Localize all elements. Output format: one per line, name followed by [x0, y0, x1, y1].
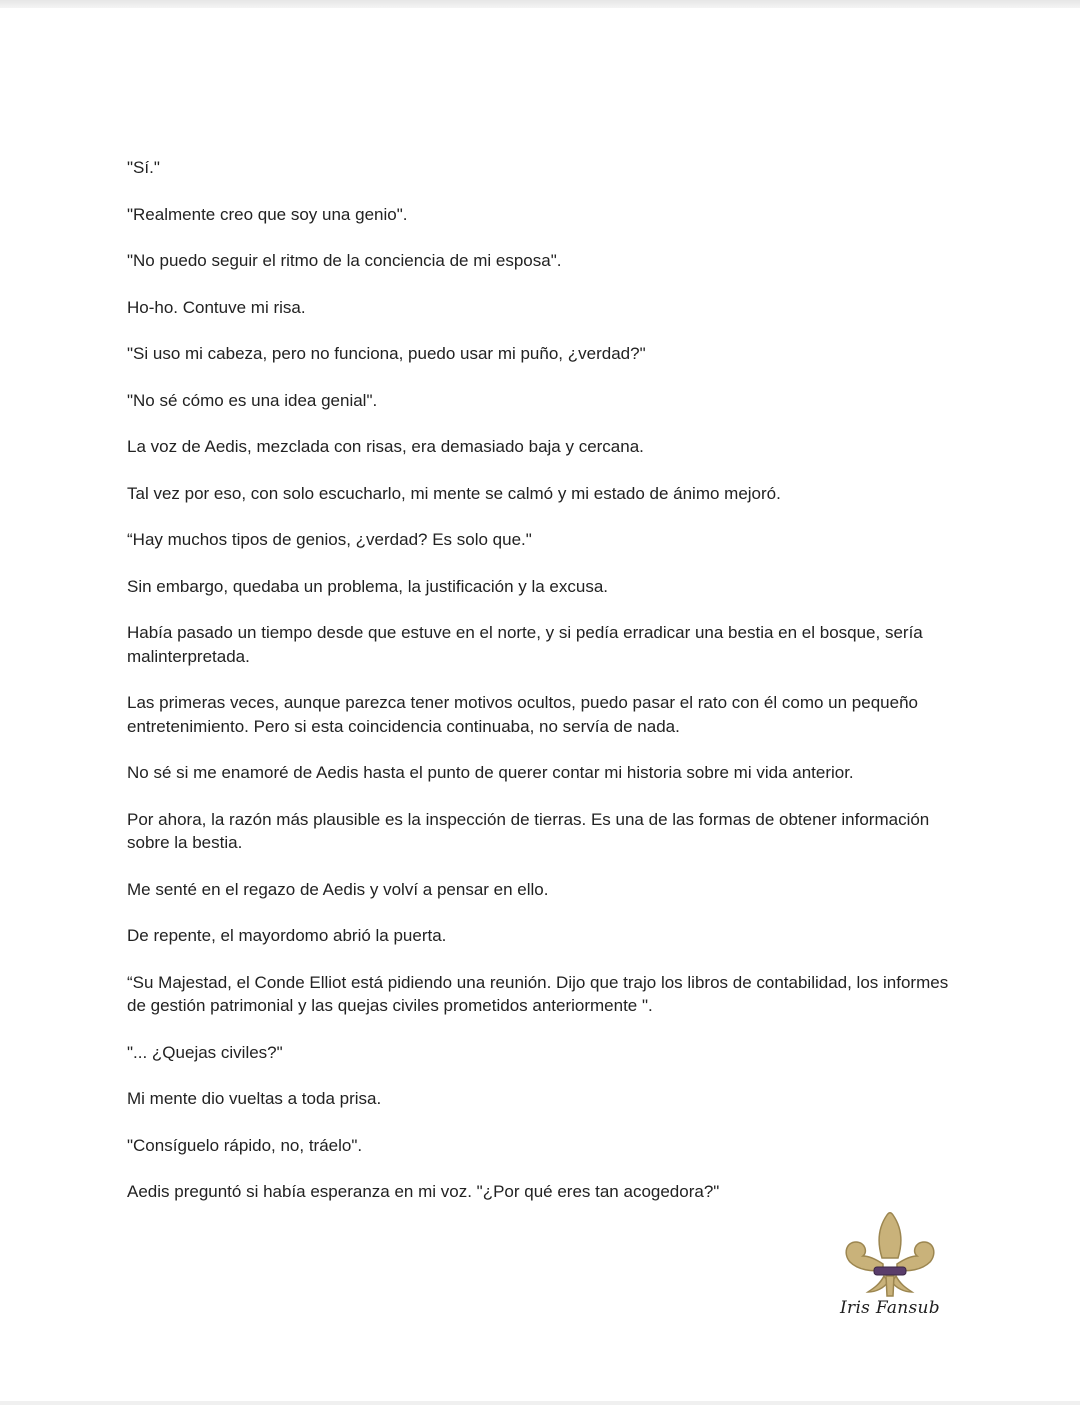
top-edge-bar [0, 0, 1080, 8]
paragraph-15: Me senté en el regazo de Aedis y volví a pensar en ello. [127, 879, 549, 899]
paragraph-14: Por ahora, la razón más plausible es la inspección de tierras. Es una de las formas de obtener información sobre la bestia. [127, 809, 930, 852]
paragraph-6: "No sé cómo es una idea genial". [127, 390, 378, 410]
paragraph-11: Había pasado un tiempo desde que estuve en el norte, y si pedía erradicar una bestia en el bosque, sería malinterpretada. [127, 623, 923, 666]
paragraph-13: No sé si me enamoré de Aedis hasta el punto de querer contar mi historia sobre mi vida anterior. [127, 763, 854, 782]
paragraph-9: “Hay muchos tipos de genios, ¿verdad? Es solo que." [127, 530, 532, 549]
paragraph-5: "Si uso mi cabeza, pero no funciona, puedo usar mi puño, ¿verdad?" [127, 344, 646, 363]
iris-fansub-logo [840, 1212, 940, 1324]
paragraph-21: Aedis preguntó si había esperanza en mi voz. "¿Por qué eres tan acogedora?" [127, 1182, 720, 1201]
paragraph-10: Sin embargo, quedaba un problema, la justificación y la excusa. [127, 576, 609, 596]
paragraph-12: Las primeras veces, aunque parezca tener motivos ocultos, puedo pasar el rato con él como un pequeño entretenimiento. Pero si esta coincidencia continuaba, no servía de nada. [127, 693, 918, 736]
paragraph-18: "... ¿Quejas civiles?" [127, 1042, 283, 1062]
document-body [127, 156, 957, 1227]
paragraph-17: “Su Majestad, el Conde Elliot está pidiendo una reunión. Dijo que trajo los libros de contabilidad, los informes de gestión patrimonial y las quejas civiles prometidos anteriormente ". [127, 972, 949, 1015]
logo-text: Iris Fansub [840, 1298, 940, 1318]
paragraph-7: La voz de Aedis, mezclada con risas, era demasiado baja y cercana. [127, 437, 644, 456]
paragraph-2: "Realmente creo que soy una genio". [127, 204, 408, 224]
fleur-de-lis-icon [840, 1212, 940, 1300]
paragraph-4: Ho-ho. Contuve mi risa. [127, 297, 306, 317]
paragraph-8: Tal vez por eso, con solo escucharlo, mi mente se calmó y mi estado de ánimo mejoró. [127, 483, 781, 503]
paragraph-1: "Sí." [127, 158, 160, 177]
paragraph-19: Mi mente dio vueltas a toda prisa. [127, 1089, 382, 1108]
bottom-edge-bar [0, 1401, 1080, 1405]
paragraph-16: De repente, el mayordomo abrió la puerta. [127, 926, 447, 945]
paragraph-20: "Consíguelo rápido, no, tráelo". [127, 1135, 363, 1155]
paragraph-3: "No puedo seguir el ritmo de la conciencia de mi esposa". [127, 251, 562, 270]
